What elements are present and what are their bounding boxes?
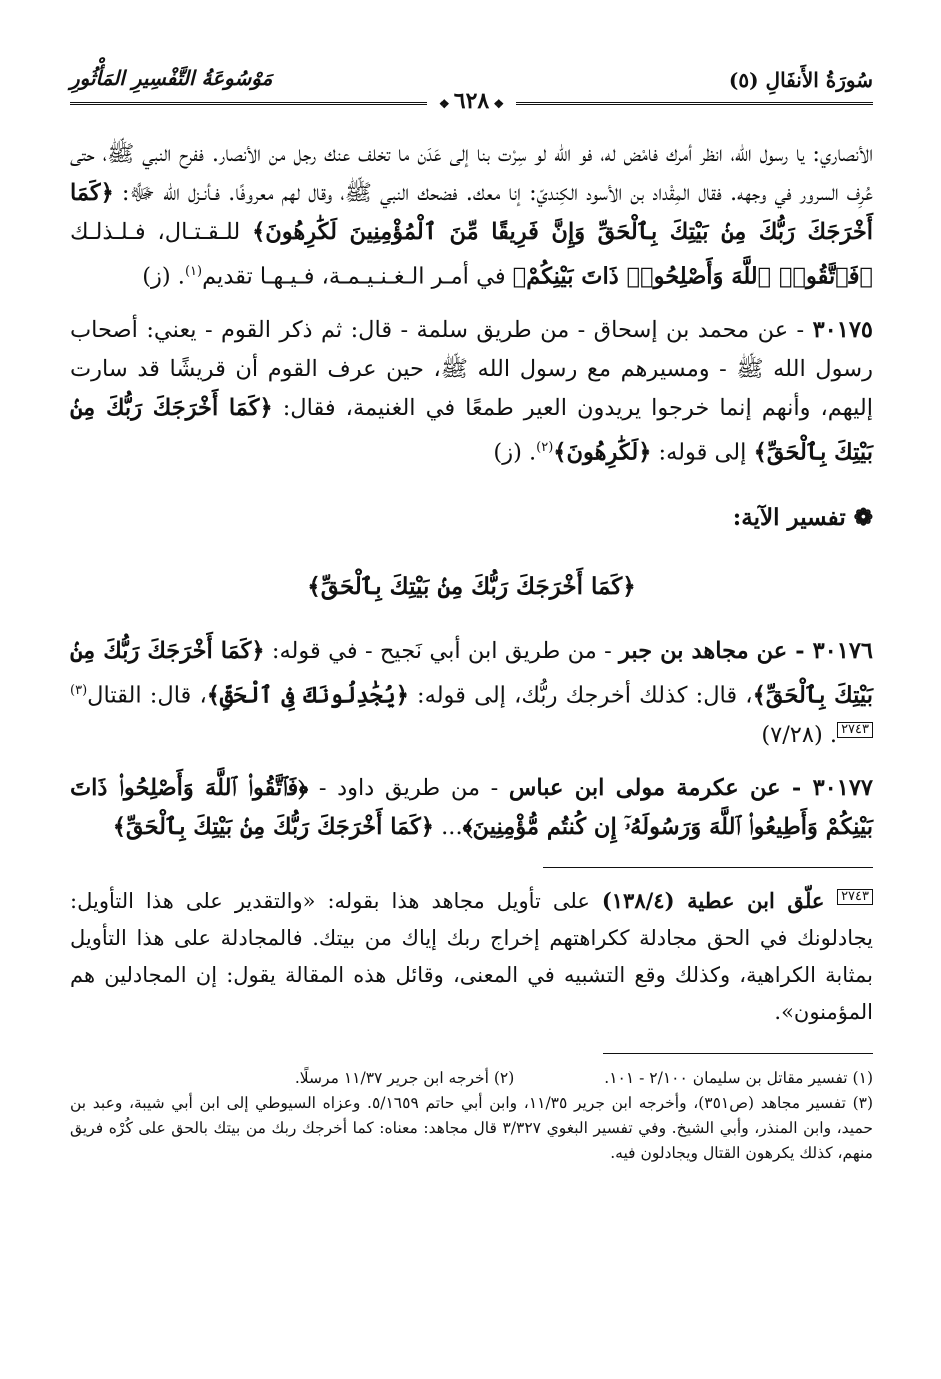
narrator: - عن مجاهد بن جبر [619,638,813,664]
paragraph-30175 [70,311,873,473]
text-run: ... [433,813,463,840]
quran-verse: ﴿فَٱتَّقُوا۟ ٱللَّهَ وَأَصْلِحُوا۟ ذَاتَ بَيْنِكُمْ﴾ [512,263,873,290]
footnote-ref[interactable]: (٢) [536,439,554,455]
hadith-number: ٣٠١٧٧ [812,774,873,801]
ornament-icon: ❖ [489,97,505,111]
text-run: - عن محمد بن إسحاق - من طريق سلمة - قال: ثم ذكر القوم - يعني: أصحاب رسول الله ﷺ - ومسيرهم مع رسول الله ﷺ، حين عرف القوم أن قريشًا قد سارت إليهم، وأنهم إنما خرجوا يريدون العير طمعًا في الغنيمة، فقال: [70,316,873,421]
quran-verse: ﴿يُجَٰدِلُونَكَ فِى ٱلْحَقِّ﴾ [206,682,409,709]
footnote-2: (٢) أخرجه ابن جرير ١١/٣٧ مرسلًا. [294,1068,515,1087]
hadith-number: ٣٠١٧٦ [812,638,874,664]
main-text [70,135,873,847]
quran-verse: ﴿كَمَا أَخْرَجَكَ رَبُّكَ مِنۢ بَيْتِكَ بِٱلْحَقِّ﴾ [112,813,434,840]
text-run: - من طريق داود - [308,774,509,801]
running-header [70,60,873,114]
note-marker[interactable]: ٢٧٤٣ [837,722,873,738]
surah-title: سُورَةُ الأَنفَالِ (٥) [728,68,873,92]
footnote-row [70,1066,873,1091]
page-number-wrap [70,88,873,114]
quran-verse: ﴿كَمَا أَخْرَجَكَ رَبُّكَ مِنۢ بَيْتِكَ بِٱلْحَقِّ﴾ [70,638,873,709]
paragraph-30176 [70,632,873,755]
text-run: . (ز) [142,263,185,290]
paragraph-1 [70,135,873,297]
footnotes [70,1066,873,1166]
editor-note [70,882,873,1031]
text-run: ، قال: القتال [87,682,207,709]
ornament-icon: ❖ [438,97,454,111]
narrator: - عن عكرمة مولى ابن عباس [508,774,813,801]
footnote-ref[interactable]: (٣) [70,683,88,698]
text-run: - من طريق ابن أبي نَجيح - في قوله: [264,638,620,664]
quran-verse: ﴿فَٱتَّقُوا۟ ٱللَّهَ وَأَصْلِحُوا۟ ذَاتَ بَيْنِكُمْ وَأَطِيعُوا۟ ٱللَّهَ وَرَسُولَهُۥٓ إِن كُنتُم مُّؤْمِنِينَ﴾ [70,774,873,840]
note-text: على تأويل مجاهد هذا بقوله: «والتقدير على هذا التأويل: يجادلونك في الحق مجادلة ككراهتهم إخراج ربك إياك من بيتك. فالمجادلة على هذا التأويل بمثابة الكراهية، وكذلك وقع التشبيه في المعنى، وقائل هذه المقالة يقول: إن المجادلين هم المؤمنون». [70,888,873,1024]
paragraph-30177 [70,769,873,847]
quran-verse: ﴿لَكَٰرِهُونَ﴾ [553,439,652,465]
text-run: . (ز) [493,439,537,465]
footnote-ref[interactable]: (١) [184,264,203,279]
footnote-3: (٣) تفسير مجاهد (ص٣٥١)، وأخرجه ابن جرير ١١/٣٥، وابن أبي حاتم ٥/١٦٥٩. وعزاه السيوطي إلى ابن أبي شيبة، وعبد بن حميد، وابن المنذر، وأبي الشيخ. وفي تفسير البغوي ٣/٣٢٧ قال مجاهد: معناه: كما أخرجك ربك من بيتك بالحق على كُرْه فريق منهم، كذلك يكرهون القتال ويجادلون فيه. [70,1093,874,1162]
section-title: ❁ تفسير الآية: [732,504,873,531]
page-number: ٦٢٨ [453,88,490,114]
note-marker: ٢٧٤٣ [837,889,873,905]
text-run: في أمـر الـغـنـيـمـة، فـيـهـا تقديم [202,263,513,290]
text-run: إلى قوله: [651,439,754,465]
text-run: . (٧/٢٨) [761,721,838,748]
section-verse: ﴿كَمَا أَخْرَجَكَ رَبُّكَ مِنۢ بَيْتِكَ بِٱلْحَقِّ﴾ [307,573,636,600]
footnote-separator [603,1053,873,1054]
note-lead: علّق ابن عطية (١٣٨/٤) [601,887,838,913]
text-run: الأنصاري: يا رسول الله، انظر أمرك فامْض له، فو الله لو سِرْت بنا إلى عَدَن ما تخلف عنك رجل من الأنصار. ففرح النبي ﷺ، حتى عُرِف السرور في وجهه. فقال المِقْداد بن الأسود الكِنديّ: إنا معك. فضحك النبي ﷺ، وقال لهم معروفًا. فـأنـزل الله ﷻ: [70,141,873,206]
quran-verse: ﴿كَمَا أَخْرَجَكَ رَبُّكَ مِنۢ بَيْتِكَ بِٱلْحَقِّ﴾ [70,394,873,465]
text-run: للـقـتـال، فـلـذلـك [70,219,253,245]
text-run: ، قال: كذلك أخرجك ربُّك، إلى قوله: [408,682,753,709]
footnote-1: (١) تفسير مقاتل بن سليمان ٢/١٠٠ - ١٠١. [604,1068,873,1087]
note-separator [543,867,873,868]
quran-verse: ﴿كَمَا أَخْرَجَكَ رَبُّكَ مِنۢ بَيْتِكَ بِٱلْحَقِّ وَإِنَّ فَرِيقًا مِّنَ ٱلْمُؤْمِنِينَ لَكَٰرِهُونَ﴾ [70,180,873,245]
book-title: مَوْسُوعَةُ التَّفْسِيرِ المَأْثُورِ [70,66,273,90]
hadith-number: ٣٠١٧٥ [812,316,873,343]
page [70,60,873,1166]
